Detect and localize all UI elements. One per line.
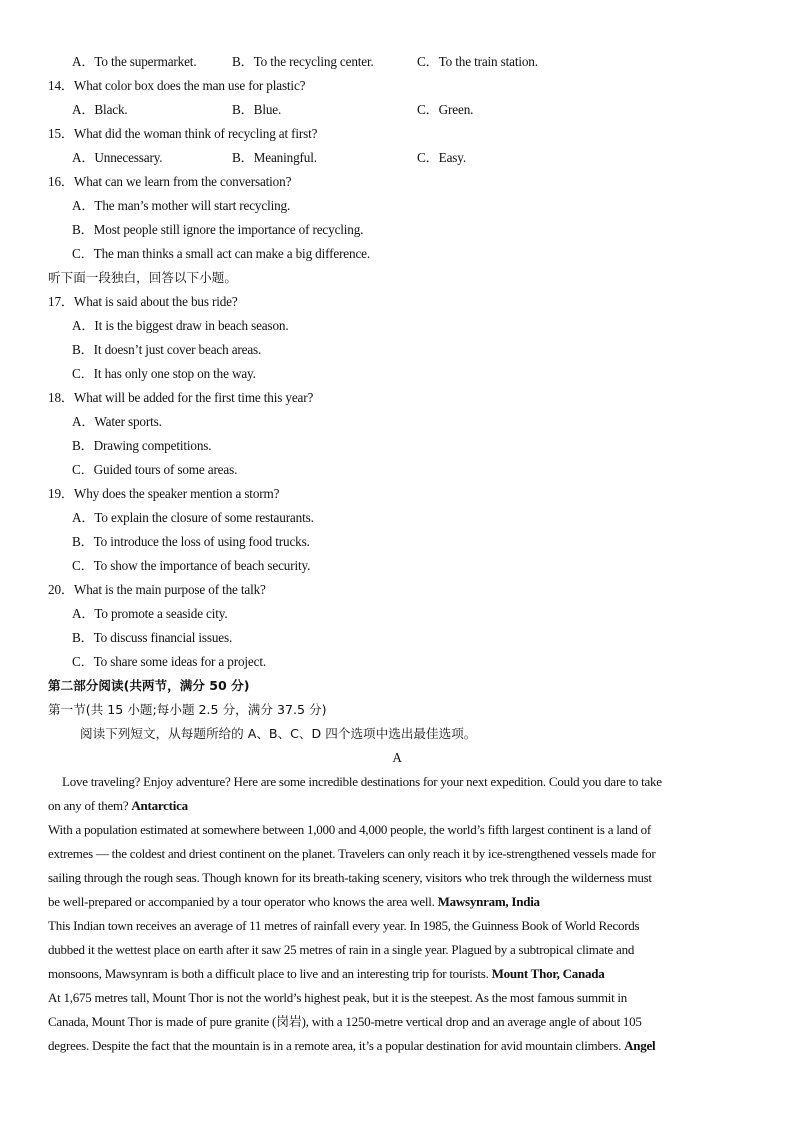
option-c: C．To the train station. [417, 54, 538, 69]
passage-line: This Indian town receives an average of 11 metres of rainfall every year. In 1985, the Guinness Book of World Records [48, 918, 640, 933]
question-17: 17．What is said about the bus ride? [48, 294, 238, 309]
section-instruction: 阅读下列短文，从每题所给的 A、B、C、D 四个选项中选出最佳选项。 [80, 726, 477, 741]
passage-line: Canada, Mount Thor is made of pure granite (岗岩), with a 1250-metre vertical drop and an average angle of about 105 [48, 1014, 642, 1029]
option-b: B．Blue. [232, 102, 282, 117]
option-a: A．Water sports. [72, 414, 162, 429]
option-c: C．Easy. [417, 150, 467, 165]
option-c: C．Guided tours of some areas. [72, 462, 238, 477]
question-15: 15．What did the woman think of recycling at first? [48, 126, 318, 141]
option-b: B．To the recycling center. [232, 54, 374, 69]
passage-text: be well-prepared or accompanied by a tour operator who knows the area well. [48, 894, 435, 909]
passage-line: With a population estimated at somewhere between 1,000 and 4,000 people, the world’s fifth largest continent is a land of [48, 822, 651, 837]
option-b: B．Most people still ignore the importance of recycling. [72, 222, 364, 237]
option-b: B．To introduce the loss of using food trucks. [72, 534, 310, 549]
passage-line: sailing through the rough seas. Though known for its breath-taking scenery, visitors who trek through the wilderness must [48, 870, 652, 885]
passage-line [48, 890, 540, 914]
question-18: 18．What will be added for the first time this year? [48, 390, 314, 405]
passage-line [48, 962, 605, 986]
destination-heading: Angel [624, 1038, 656, 1053]
passage-line [48, 1034, 655, 1058]
passage-line [48, 794, 188, 818]
option-a: A．Black. [72, 102, 128, 117]
option-b: B．To discuss financial issues. [72, 630, 233, 645]
monologue-intro: 听下面一段独白，回答以下小题。 [48, 270, 237, 285]
option-a: A．The man’s mother will start recycling. [72, 198, 291, 213]
option-c: C．The man thinks a small act can make a big difference. [72, 246, 371, 261]
option-b: B．It doesn’t just cover beach areas. [72, 342, 262, 357]
passage-text: on any of them? [48, 798, 129, 813]
question-16: 16．What can we learn from the conversation? [48, 174, 292, 189]
passage-line: Love traveling? Enjoy adventure? Here are some incredible destinations for your next expedition. Could you dare to take [62, 774, 662, 789]
option-b: B．Meaningful. [232, 150, 317, 165]
option-c: C．To share some ideas for a project. [72, 654, 266, 669]
section-title: 第一节(共 15 小题;每小题 2.5 分，满分 37.5 分) [48, 702, 327, 717]
question-14: 14．What color box does the man use for plastic? [48, 78, 306, 93]
option-a: A．Unnecessary. [72, 150, 163, 165]
option-a: A．To explain the closure of some restaurants. [72, 510, 314, 525]
option-c: C．To show the importance of beach security. [72, 558, 311, 573]
passage-label: A [392, 750, 402, 765]
passage-line: At 1,675 metres tall, Mount Thor is not the world’s highest peak, but it is the steepest. As the most famous summit in [48, 990, 628, 1005]
passage-line: dubbed it the wettest place on earth after it saw 25 metres of rain in a single year. Plagued by a subtropical climate and [48, 942, 635, 957]
option-a: A．To the supermarket. [72, 54, 197, 69]
passage-text: degrees. Despite the fact that the mountain is in a remote area, it’s a popular destination for avid mountain climbers. [48, 1038, 622, 1053]
question-19: 19．Why does the speaker mention a storm? [48, 486, 280, 501]
option-c: C．Green. [417, 102, 474, 117]
part-title: 第二部分阅读(共两节，满分 50 分) [48, 678, 250, 693]
option-c: C．It has only one stop on the way. [72, 366, 256, 381]
passage-line: extremes — the coldest and driest continent on the planet. Travelers can only reach it by ice-strengthened vessels made for [48, 846, 656, 861]
destination-heading: Mount Thor, Canada [491, 966, 605, 981]
option-b: B．Drawing competitions. [72, 438, 212, 453]
destination-heading: Antarctica [131, 798, 188, 813]
question-20: 20．What is the main purpose of the talk? [48, 582, 266, 597]
option-a: A．It is the biggest draw in beach season. [72, 318, 289, 333]
passage-text: monsoons, Mawsynram is both a difficult place to live and an interesting trip for tourists. [48, 966, 489, 981]
option-a: A．To promote a seaside city. [72, 606, 228, 621]
destination-heading: Mawsynram, India [437, 894, 540, 909]
